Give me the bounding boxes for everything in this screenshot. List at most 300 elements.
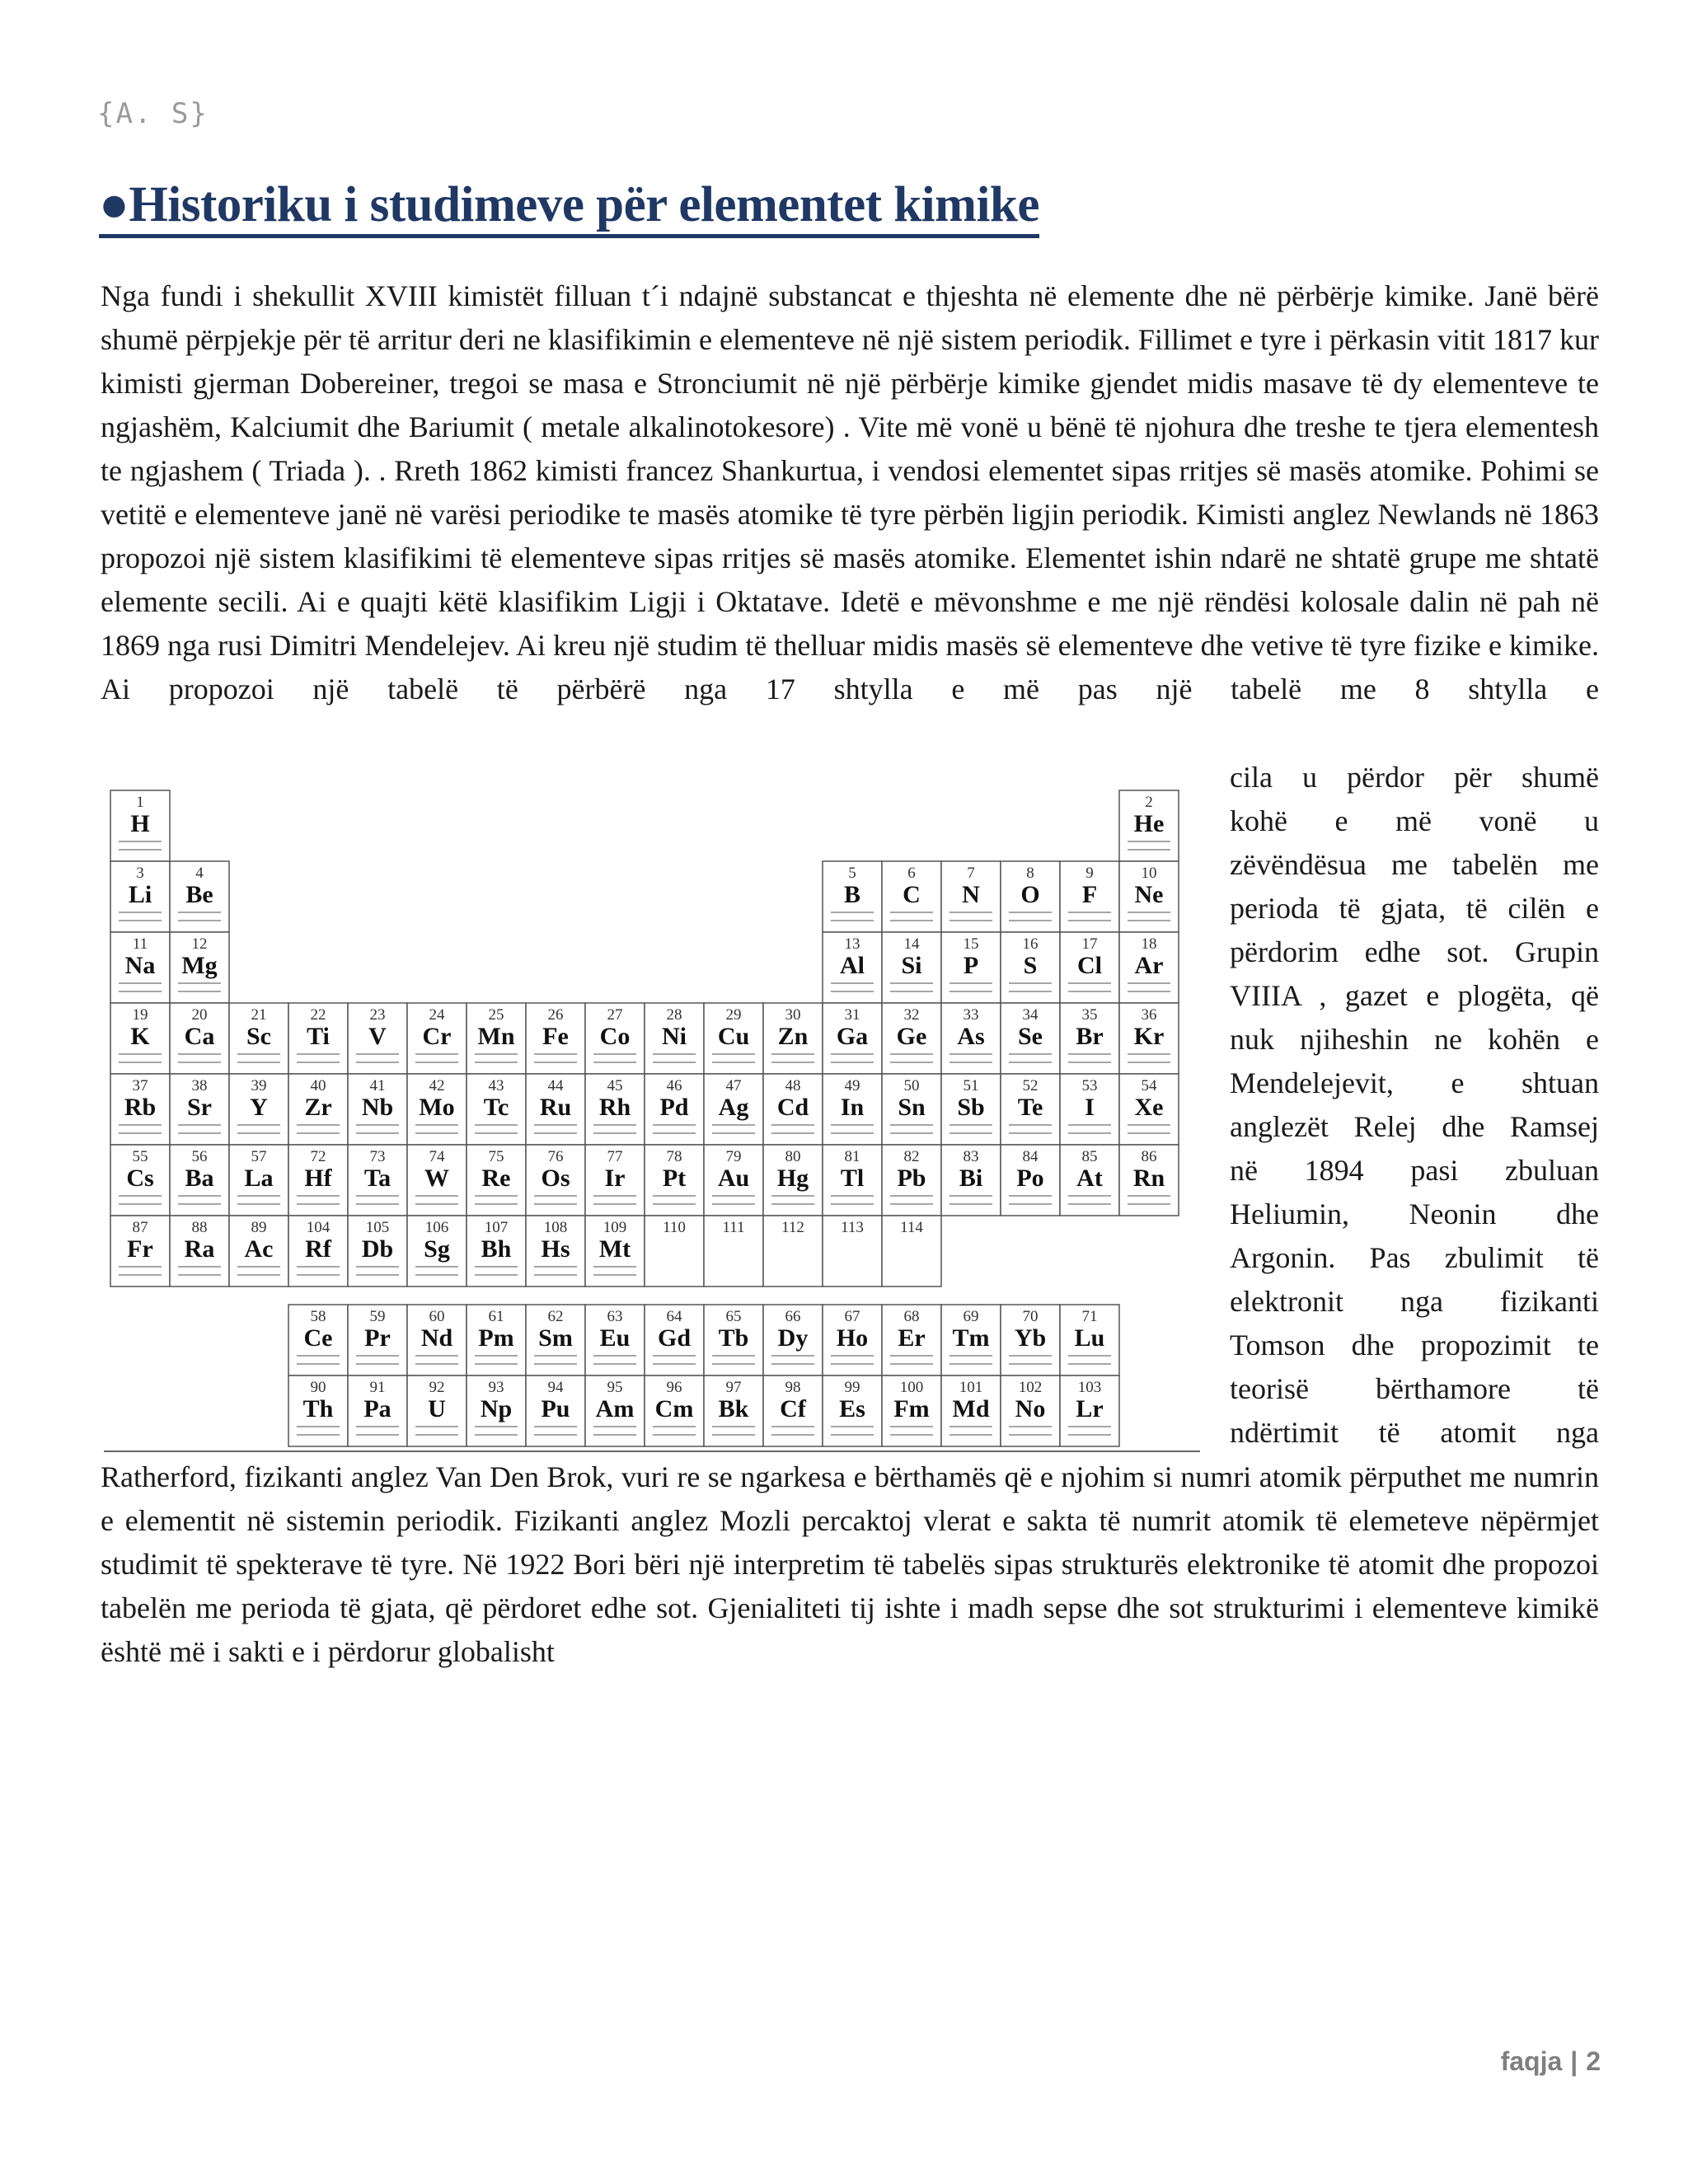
svg-text:68: 68 <box>903 1308 920 1325</box>
element-cell-ar <box>1119 932 1179 1003</box>
svg-text:Na: Na <box>124 952 156 979</box>
svg-text:60: 60 <box>429 1308 445 1325</box>
wrapped-line: elektronit nga fizikanti <box>1230 1285 1599 1318</box>
svg-text:77: 77 <box>607 1148 623 1165</box>
svg-text:94: 94 <box>547 1379 564 1396</box>
svg-text:P: P <box>963 952 979 979</box>
svg-text:103: 103 <box>1077 1379 1102 1396</box>
svg-text:B: B <box>843 881 861 908</box>
svg-text:Np: Np <box>480 1395 513 1422</box>
svg-text:Fe: Fe <box>542 1023 569 1050</box>
svg-text:5: 5 <box>848 865 856 882</box>
svg-text:18: 18 <box>1141 935 1157 953</box>
svg-text:27: 27 <box>607 1006 623 1024</box>
svg-text:Tc: Tc <box>483 1094 509 1121</box>
svg-text:Md: Md <box>952 1395 990 1422</box>
svg-text:Pt: Pt <box>662 1165 687 1192</box>
element-cell-lr <box>1060 1376 1119 1446</box>
svg-text:70: 70 <box>1022 1308 1039 1325</box>
svg-text:65: 65 <box>725 1308 742 1325</box>
element-cell-cu <box>704 1003 763 1074</box>
element-cell-br <box>1060 1003 1119 1074</box>
element-cell-he <box>1119 790 1179 861</box>
svg-text:Hs: Hs <box>541 1235 570 1263</box>
svg-text:42: 42 <box>429 1077 445 1094</box>
svg-text:101: 101 <box>959 1379 983 1396</box>
svg-text:Ir: Ir <box>604 1165 626 1192</box>
svg-text:Pb: Pb <box>897 1165 926 1192</box>
element-cell-zr <box>288 1074 348 1145</box>
element-cell-hg <box>763 1145 823 1216</box>
svg-text:Cr: Cr <box>422 1023 452 1050</box>
svg-text:7: 7 <box>967 865 975 882</box>
svg-text:Ga: Ga <box>836 1023 869 1050</box>
svg-text:Zr: Zr <box>304 1094 332 1121</box>
svg-text:72: 72 <box>310 1148 326 1165</box>
svg-text:Th: Th <box>302 1395 334 1422</box>
svg-text:55: 55 <box>132 1148 148 1165</box>
element-cell-al <box>823 932 882 1003</box>
svg-text:2: 2 <box>1145 794 1153 811</box>
svg-text:Cu: Cu <box>717 1023 750 1050</box>
svg-text:Cm: Cm <box>654 1395 694 1422</box>
svg-text:83: 83 <box>963 1148 979 1165</box>
svg-text:87: 87 <box>132 1219 148 1236</box>
svg-text:49: 49 <box>844 1077 860 1094</box>
svg-text:Pr: Pr <box>364 1324 391 1352</box>
svg-text:Ni: Ni <box>662 1023 687 1050</box>
element-cell-ce <box>288 1305 348 1376</box>
svg-text:Bi: Bi <box>959 1165 983 1192</box>
svg-text:Kr: Kr <box>1133 1023 1165 1050</box>
element-cell-xe <box>1119 1074 1179 1145</box>
wrapped-line: zëvëndësua me tabelën me <box>1230 848 1599 881</box>
svg-text:Gd: Gd <box>657 1324 692 1352</box>
svg-text:Al: Al <box>840 952 865 979</box>
svg-text:Se: Se <box>1018 1023 1043 1050</box>
element-cell-yb <box>1001 1305 1060 1376</box>
svg-text:50: 50 <box>903 1077 920 1094</box>
element-cell-th <box>288 1376 348 1446</box>
svg-text:Sr: Sr <box>187 1094 212 1121</box>
svg-text:16: 16 <box>1022 935 1039 953</box>
element-cell-bh <box>467 1216 526 1286</box>
svg-text:At: At <box>1076 1165 1103 1192</box>
svg-text:Hf: Hf <box>304 1165 332 1192</box>
svg-text:F: F <box>1081 881 1098 908</box>
svg-text:40: 40 <box>310 1077 326 1094</box>
svg-text:Li: Li <box>128 881 152 908</box>
svg-text:109: 109 <box>603 1219 627 1236</box>
svg-text:81: 81 <box>844 1148 860 1165</box>
svg-text:Rn: Rn <box>1132 1165 1165 1192</box>
element-cell-o <box>1001 861 1060 932</box>
svg-text:C: C <box>903 881 921 908</box>
svg-text:97: 97 <box>725 1379 742 1396</box>
svg-text:47: 47 <box>725 1077 742 1094</box>
svg-text:86: 86 <box>1141 1148 1157 1165</box>
element-cell-eu <box>585 1305 645 1376</box>
svg-text:107: 107 <box>484 1219 509 1236</box>
svg-text:6: 6 <box>907 865 916 882</box>
svg-text:In: In <box>840 1094 865 1121</box>
element-cell-fr <box>110 1216 170 1286</box>
element-cell-cf <box>763 1376 823 1446</box>
element-cell-sc <box>229 1003 288 1074</box>
svg-text:Bk: Bk <box>718 1395 749 1422</box>
svg-text:111: 111 <box>722 1219 745 1236</box>
svg-text:Rf: Rf <box>305 1235 331 1263</box>
svg-text:Ge: Ge <box>896 1023 927 1050</box>
element-cell-ga <box>823 1003 882 1074</box>
wrapped-line: ndërtimit të atomit nga <box>1230 1416 1599 1449</box>
svg-text:12: 12 <box>191 935 208 953</box>
svg-text:Yb: Yb <box>1014 1324 1047 1352</box>
element-cell-cr <box>407 1003 467 1074</box>
svg-text:92: 92 <box>429 1379 445 1396</box>
page-footer <box>1501 2046 1601 2077</box>
element-cell-pm <box>467 1305 526 1376</box>
svg-text:46: 46 <box>666 1077 682 1094</box>
svg-text:Mt: Mt <box>598 1235 631 1263</box>
element-cell-tc <box>467 1074 526 1145</box>
svg-text:Be: Be <box>185 881 213 908</box>
element-cell-ru <box>526 1074 585 1145</box>
svg-text:71: 71 <box>1081 1308 1098 1325</box>
element-cell-i <box>1060 1074 1119 1145</box>
svg-text:Sb: Sb <box>957 1094 985 1121</box>
element-cell-fm <box>882 1376 941 1446</box>
element-cell-f <box>1060 861 1119 932</box>
svg-text:Co: Co <box>599 1023 631 1050</box>
element-cell-at <box>1060 1145 1119 1216</box>
svg-text:La: La <box>244 1165 274 1192</box>
svg-text:8: 8 <box>1026 865 1034 882</box>
svg-text:Eu: Eu <box>599 1324 631 1352</box>
element-cell-empty <box>823 1216 882 1286</box>
svg-text:Ca: Ca <box>184 1023 215 1050</box>
svg-text:H: H <box>130 810 150 837</box>
svg-text:S: S <box>1023 952 1038 979</box>
svg-text:112: 112 <box>781 1219 804 1236</box>
element-cell-tb <box>704 1305 763 1376</box>
svg-text:Dy: Dy <box>777 1324 809 1352</box>
svg-text:Po: Po <box>1016 1165 1044 1192</box>
element-cell-sr <box>170 1074 229 1145</box>
svg-text:96: 96 <box>666 1379 682 1396</box>
svg-text:105: 105 <box>365 1219 390 1236</box>
svg-text:Sg: Sg <box>424 1235 450 1263</box>
svg-text:43: 43 <box>488 1077 504 1094</box>
periodic-table-image <box>104 785 1200 1455</box>
element-cell-v <box>348 1003 407 1074</box>
svg-text:Mn: Mn <box>477 1023 515 1050</box>
svg-text:Tb: Tb <box>718 1324 749 1352</box>
svg-text:74: 74 <box>429 1148 445 1165</box>
svg-text:102: 102 <box>1018 1379 1043 1396</box>
element-cell-pt <box>645 1145 704 1216</box>
element-cell-cl <box>1060 932 1119 1003</box>
svg-text:106: 106 <box>424 1219 449 1236</box>
svg-text:Cl: Cl <box>1077 952 1102 979</box>
svg-text:Fr: Fr <box>127 1235 153 1263</box>
svg-text:Hg: Hg <box>776 1165 809 1192</box>
svg-text:Os: Os <box>541 1165 570 1192</box>
svg-text:98: 98 <box>785 1379 801 1396</box>
svg-text:Cf: Cf <box>780 1395 806 1422</box>
element-cell-be <box>170 861 229 932</box>
wrapped-line: teorisë bërthamore të <box>1230 1372 1599 1405</box>
svg-text:114: 114 <box>900 1219 923 1236</box>
svg-text:25: 25 <box>488 1006 504 1024</box>
element-cell-es <box>823 1376 882 1446</box>
svg-text:I: I <box>1085 1094 1095 1121</box>
svg-text:84: 84 <box>1022 1148 1039 1165</box>
svg-text:Tl: Tl <box>840 1165 865 1192</box>
svg-text:4: 4 <box>195 865 204 882</box>
svg-text:56: 56 <box>191 1148 208 1165</box>
svg-text:Nd: Nd <box>420 1324 453 1352</box>
element-cell-cm <box>645 1376 704 1446</box>
svg-text:69: 69 <box>963 1308 979 1325</box>
svg-text:He: He <box>1133 810 1165 837</box>
svg-text:20: 20 <box>191 1006 208 1024</box>
svg-text:32: 32 <box>903 1006 920 1024</box>
svg-text:Mg: Mg <box>181 952 218 979</box>
element-cell-u <box>407 1376 467 1446</box>
svg-text:Bh: Bh <box>481 1235 512 1263</box>
element-cell-c <box>882 861 941 932</box>
element-cell-co <box>585 1003 645 1074</box>
footer-label: faqja <box>1500 2046 1563 2076</box>
element-cell-kr <box>1119 1003 1179 1074</box>
svg-text:78: 78 <box>666 1148 682 1165</box>
element-cell-nb <box>348 1074 407 1145</box>
element-cell-empty <box>645 1216 704 1286</box>
svg-text:52: 52 <box>1022 1077 1039 1094</box>
svg-text:57: 57 <box>251 1148 267 1165</box>
svg-text:58: 58 <box>310 1308 326 1325</box>
svg-text:104: 104 <box>306 1219 331 1236</box>
svg-text:Pm: Pm <box>478 1324 514 1352</box>
svg-text:38: 38 <box>191 1077 208 1094</box>
element-cell-la <box>229 1145 288 1216</box>
element-cell-no <box>1001 1376 1060 1446</box>
wrapped-line: VIIIA , gazet e plogëta, që <box>1230 979 1599 1012</box>
svg-text:82: 82 <box>903 1148 920 1165</box>
element-cell-rn <box>1119 1145 1179 1216</box>
svg-text:W: W <box>424 1165 449 1192</box>
svg-text:Pu: Pu <box>541 1395 570 1422</box>
svg-text:100: 100 <box>899 1379 924 1396</box>
svg-text:62: 62 <box>547 1308 564 1325</box>
wrapped-line: Tomson dhe propozimit te <box>1230 1329 1599 1361</box>
element-cell-w <box>407 1145 467 1216</box>
svg-text:21: 21 <box>251 1006 267 1024</box>
svg-text:44: 44 <box>547 1077 564 1094</box>
svg-text:113: 113 <box>841 1219 864 1236</box>
svg-text:1: 1 <box>136 794 144 811</box>
svg-text:53: 53 <box>1081 1077 1098 1094</box>
element-cell-lu <box>1060 1305 1119 1376</box>
svg-text:67: 67 <box>844 1308 860 1325</box>
svg-text:29: 29 <box>725 1006 742 1024</box>
element-cell-ni <box>645 1003 704 1074</box>
svg-text:36: 36 <box>1141 1006 1157 1024</box>
svg-text:59: 59 <box>369 1308 386 1325</box>
svg-text:Br: Br <box>1076 1023 1104 1050</box>
wrapped-line: Heliumin, Neonin dhe <box>1230 1197 1599 1230</box>
paragraph-intro: Nga fundi i shekullit XVIII kimistët filluan t´i ndajnë substancat e thjeshta në elemente dhe në përbërje kimike. Janë bërë shumë përpjekje për të arritur deri ne klasifikimin e elementeve në një sistem periodik. Fillimet e tyre i përkasin vitit 1817 kur kimisti gjerman Dobereiner, tregoi se masa e Stronciumit në një përbërje kimike gjendet midis masave të dy elementeve te ngjashëm, Kalciumit dhe Bariumit ( metale alkalinotokesore) . Vite më vonë u bënë të njohura dhe treshe te tjera elementesh te ngjashem ( Triada ). . Rreth 1862 kimisti francez Shankurtua, i vendosi elementet sipas rritjes së masës atomike. Pohimi se vetitë e elementeve janë në varësi periodike te masës atomike të tyre përbën ligjin periodik. Kimisti anglez Newlands në 1863 propozoi një sistem klasifikimi të elementeve sipas rritjes së masës atomike. Elementet ishin ndarë ne shtatë grupe me shtatë elemente secili. Ai e quajti këtë klasifikim Ligji i Oktatave. Idetë e mëvonshme e me një rëndësi kolosale dalin në pah në 1869 nga rusi Dimitri Mendelejev. Ai kreu një studim të thelluar midis masës së elementeve dhe vetive të tyre fizike e kimike. Ai propozoi një tabelë të përbërë nga 17 shtylla e më pas një tabelë me 8 shtylla e <box>101 279 1599 705</box>
element-cell-si <box>882 932 941 1003</box>
svg-text:Ag: Ag <box>718 1094 749 1121</box>
svg-text:Rb: Rb <box>124 1094 157 1121</box>
element-cell-sn <box>882 1074 941 1145</box>
svg-text:U: U <box>428 1395 446 1422</box>
svg-text:Pa: Pa <box>363 1395 392 1422</box>
element-cell-os <box>526 1145 585 1216</box>
element-cell-ta <box>348 1145 407 1216</box>
paragraph-conclusion: Ratherford, fizikanti anglez Van Den Brok, vuri re se ngarkesa e bërthamës që e njohim si numri atomik përputhet me numrin e elementit në sistemin periodik. Fizikanti anglez Mozli percaktoj vlerat e sakta të numrit atomik të elemeteve nëpërmjet studimit të spekterave të tyre. Në 1922 Bori bëri një interpretim të tabelës sipas strukturës elektronike të atomit dhe propozoi tabelën me perioda të gjata, që përdoret edhe sot. Gjenialiteti tij ishte i madh sepse dhe sot strukturimi i elementeve kimikë është më i sakti e i përdorur globalisht <box>101 1460 1599 1668</box>
svg-text:Sn: Sn <box>898 1094 926 1121</box>
svg-text:Es: Es <box>839 1395 865 1422</box>
element-cell-ac <box>229 1216 288 1286</box>
svg-text:51: 51 <box>963 1077 979 1094</box>
svg-text:3: 3 <box>136 865 144 882</box>
element-cell-sb <box>941 1074 1001 1145</box>
svg-text:76: 76 <box>547 1148 564 1165</box>
svg-text:Db: Db <box>361 1235 394 1263</box>
wrapped-line: nuk njiheshin ne kohën e <box>1230 1023 1599 1056</box>
element-cell-fe <box>526 1003 585 1074</box>
svg-text:33: 33 <box>963 1006 979 1024</box>
svg-text:Ce: Ce <box>303 1324 333 1352</box>
svg-text:108: 108 <box>543 1219 568 1236</box>
svg-text:Ta: Ta <box>363 1165 392 1192</box>
svg-text:Te: Te <box>1017 1094 1043 1121</box>
page-title: ●Historiku i studimeve për elementet kimike <box>99 177 1039 238</box>
svg-text:Zn: Zn <box>777 1023 809 1050</box>
svg-text:22: 22 <box>310 1006 326 1024</box>
svg-text:54: 54 <box>1141 1077 1157 1094</box>
wrapped-line: anglezët Relej dhe Ramsej <box>1230 1110 1599 1143</box>
svg-text:Sm: Sm <box>538 1324 573 1352</box>
svg-text:Xe: Xe <box>1134 1094 1164 1121</box>
footer-separator: | <box>1570 2046 1578 2076</box>
element-cell-au <box>704 1145 763 1216</box>
svg-text:23: 23 <box>369 1006 386 1024</box>
svg-text:28: 28 <box>666 1006 682 1024</box>
svg-text:75: 75 <box>488 1148 504 1165</box>
wrapped-line: Mendelejevit, e shtuan <box>1230 1066 1599 1099</box>
svg-text:No: No <box>1015 1395 1046 1422</box>
element-cell-bi <box>941 1145 1001 1216</box>
element-cell-nd <box>407 1305 467 1376</box>
element-cell-mg <box>170 932 229 1003</box>
element-cell-se <box>1001 1003 1060 1074</box>
svg-text:14: 14 <box>903 935 920 953</box>
element-cell-tm <box>941 1305 1001 1376</box>
svg-text:Ti: Ti <box>307 1023 330 1050</box>
element-cell-empty <box>763 1216 823 1286</box>
svg-text:90: 90 <box>310 1379 326 1396</box>
svg-text:85: 85 <box>1081 1148 1098 1165</box>
element-cell-bk <box>704 1376 763 1446</box>
element-cell-po <box>1001 1145 1060 1216</box>
svg-text:As: As <box>957 1023 985 1050</box>
element-cell-pb <box>882 1145 941 1216</box>
svg-text:80: 80 <box>785 1148 801 1165</box>
element-cell-rf <box>288 1216 348 1286</box>
element-cell-h <box>110 790 170 861</box>
svg-text:13: 13 <box>844 935 860 953</box>
element-cell-ag <box>704 1074 763 1145</box>
svg-text:95: 95 <box>607 1379 623 1396</box>
svg-text:41: 41 <box>369 1077 386 1094</box>
element-cell-np <box>467 1376 526 1446</box>
element-cell-as <box>941 1003 1001 1074</box>
svg-text:15: 15 <box>963 935 979 953</box>
element-cell-hf <box>288 1145 348 1216</box>
element-cell-s <box>1001 932 1060 1003</box>
svg-text:Ac: Ac <box>244 1235 274 1263</box>
element-cell-db <box>348 1216 407 1286</box>
element-cell-sg <box>407 1216 467 1286</box>
svg-text:35: 35 <box>1081 1006 1098 1024</box>
element-cell-gd <box>645 1305 704 1376</box>
element-cell-ca <box>170 1003 229 1074</box>
svg-text:79: 79 <box>725 1148 742 1165</box>
element-cell-y <box>229 1074 288 1145</box>
wrapped-line: përdorim edhe sot. Grupin <box>1230 935 1599 968</box>
svg-text:Nb: Nb <box>361 1094 394 1121</box>
svg-text:Lr: Lr <box>1076 1395 1104 1422</box>
element-cell-dy <box>763 1305 823 1376</box>
element-cell-pr <box>348 1305 407 1376</box>
element-cell-sm <box>526 1305 585 1376</box>
element-cell-hs <box>526 1216 585 1286</box>
wrapped-line: kohë e më vonë u <box>1230 804 1599 837</box>
element-cell-ba <box>170 1145 229 1216</box>
svg-text:37: 37 <box>132 1077 148 1094</box>
svg-text:45: 45 <box>607 1077 623 1094</box>
element-cell-mn <box>467 1003 526 1074</box>
element-cell-re <box>467 1145 526 1216</box>
element-cell-ti <box>288 1003 348 1074</box>
svg-text:Ho: Ho <box>836 1324 869 1352</box>
page-number: 2 <box>1586 2046 1601 2076</box>
element-cell-pd <box>645 1074 704 1145</box>
svg-text:Tm: Tm <box>952 1324 990 1352</box>
svg-text:99: 99 <box>844 1379 860 1396</box>
svg-text:Ru: Ru <box>539 1094 572 1121</box>
svg-text:73: 73 <box>369 1148 386 1165</box>
element-cell-cd <box>763 1074 823 1145</box>
element-cell-pu <box>526 1376 585 1446</box>
svg-text:64: 64 <box>666 1308 682 1325</box>
element-cell-cs <box>110 1145 170 1216</box>
svg-text:10: 10 <box>1141 865 1157 882</box>
svg-text:30: 30 <box>785 1006 801 1024</box>
svg-text:Re: Re <box>481 1165 511 1192</box>
element-cell-ge <box>882 1003 941 1074</box>
svg-text:63: 63 <box>607 1308 623 1325</box>
element-cell-b <box>823 861 882 932</box>
element-cell-empty <box>704 1216 763 1286</box>
element-cell-n <box>941 861 1001 932</box>
svg-text:Fm: Fm <box>893 1395 930 1422</box>
svg-text:91: 91 <box>369 1379 386 1396</box>
